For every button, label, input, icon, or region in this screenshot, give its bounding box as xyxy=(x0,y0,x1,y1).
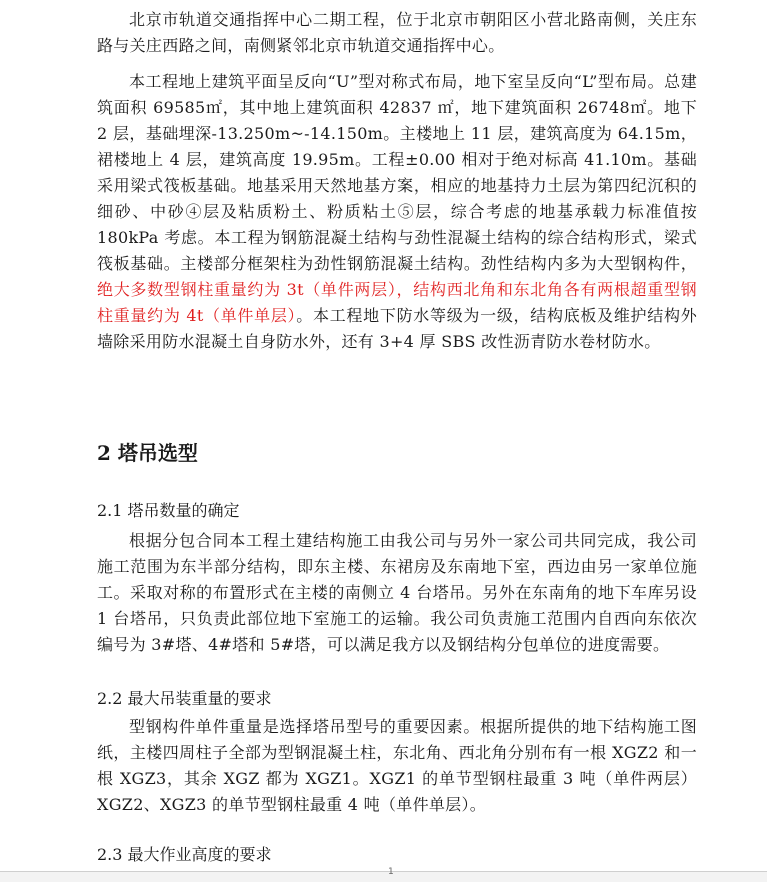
subsection-heading-max-working-height: 2.3 最大作业高度的要求 xyxy=(97,845,272,864)
subsection-heading-max-lifting-weight: 2.2 最大吊装重量的要求 xyxy=(97,689,272,708)
overview-text-end: 。本工程地下防水等级为一级，结构底板及维护结构外墙除采用防水混凝土自身防水外，还有 3+4 厚 SBS 改性沥青防水卷材防水。 xyxy=(97,306,697,351)
subsection-heading-crane-quantity: 2.1 塔吊数量的确定 xyxy=(97,501,240,520)
highlighted-steel-column-weight: 绝大多数型钢柱重量约为 3t（单件两层），结构西北角和东北角各有两根超重型钢柱重量约为 4t（单件单层） xyxy=(97,280,697,325)
page-number: 1 xyxy=(388,867,394,877)
paragraph-project-overview xyxy=(97,69,697,355)
section-heading-tower-crane-selection: 2 塔吊选型 xyxy=(97,441,198,465)
paragraph-project-location: 北京市轨道交通指挥中心二期工程，位于北京市朝阳区小营北路南侧，关庄东路与关庄西路之间，南侧紧邻北京市轨道交通指挥中心。 xyxy=(97,10,697,55)
page-footer-strip xyxy=(0,871,767,882)
paragraph-crane-quantity: 根据分包合同本工程土建结构施工由我公司与另外一家公司共同完成，我公司施工范围为东半部分结构，即东主楼、东裙房及东南地下室，西边由另一家单位施工。采取对称的布置形式在主楼的南侧立 4 台塔吊。另外在东南角的地下车库另设 1 台塔吊，只负责此部位地下室施工的运输。我公司负责施工范围内自西向东依次编号为 3#塔、4#塔和 5#塔，可以满足我方以及钢结构分包单位的进度需要。 xyxy=(97,531,697,654)
paragraph-max-lifting-weight: 型钢构件单件重量是选择塔吊型号的重要因素。根据所提供的地下结构施工图纸，主楼四周柱子全部为型钢混凝土柱，东北角、西北角分别布有一根 XGZ2 和一根 XGZ3，其余 XGZ 都为 XGZ1。XGZ1 的单节型钢柱最重 3 吨（单件两层）XGZ2、XGZ3 的单节型钢柱最重 4 吨（单件单层）。 xyxy=(97,717,697,814)
overview-text-start: 本工程地上建筑平面呈反向“U”型对称式布局，地下室呈反向“L”型布局。总建筑面积 69585㎡，其中地上建筑面积 42837 ㎡，地下建筑面积 26748㎡。地下 2 层，基础埋深-13.250m~-14.150m。主楼地上 11 层，建筑高度为 64.15m，裙楼地上 4 层，建筑高度 19.95m。工程±0.00 相对于绝对标高 41.10m。基础采用梁式筏板基础。地基采用天然地基方案，相应的地基持力土层为第四纪沉积的细砂、中砂④层及粘质粉土、粉质粘土⑤层，综合考虑的地基承载力标准值按 180kPa 考虑。本工程为钢筋混凝土结构与劲性混凝土结构的综合结构形式，梁式筏板基础。主楼部分框架柱为劲性钢筋混凝土结构。劲性结构内多为大型钢构件， xyxy=(97,72,697,273)
